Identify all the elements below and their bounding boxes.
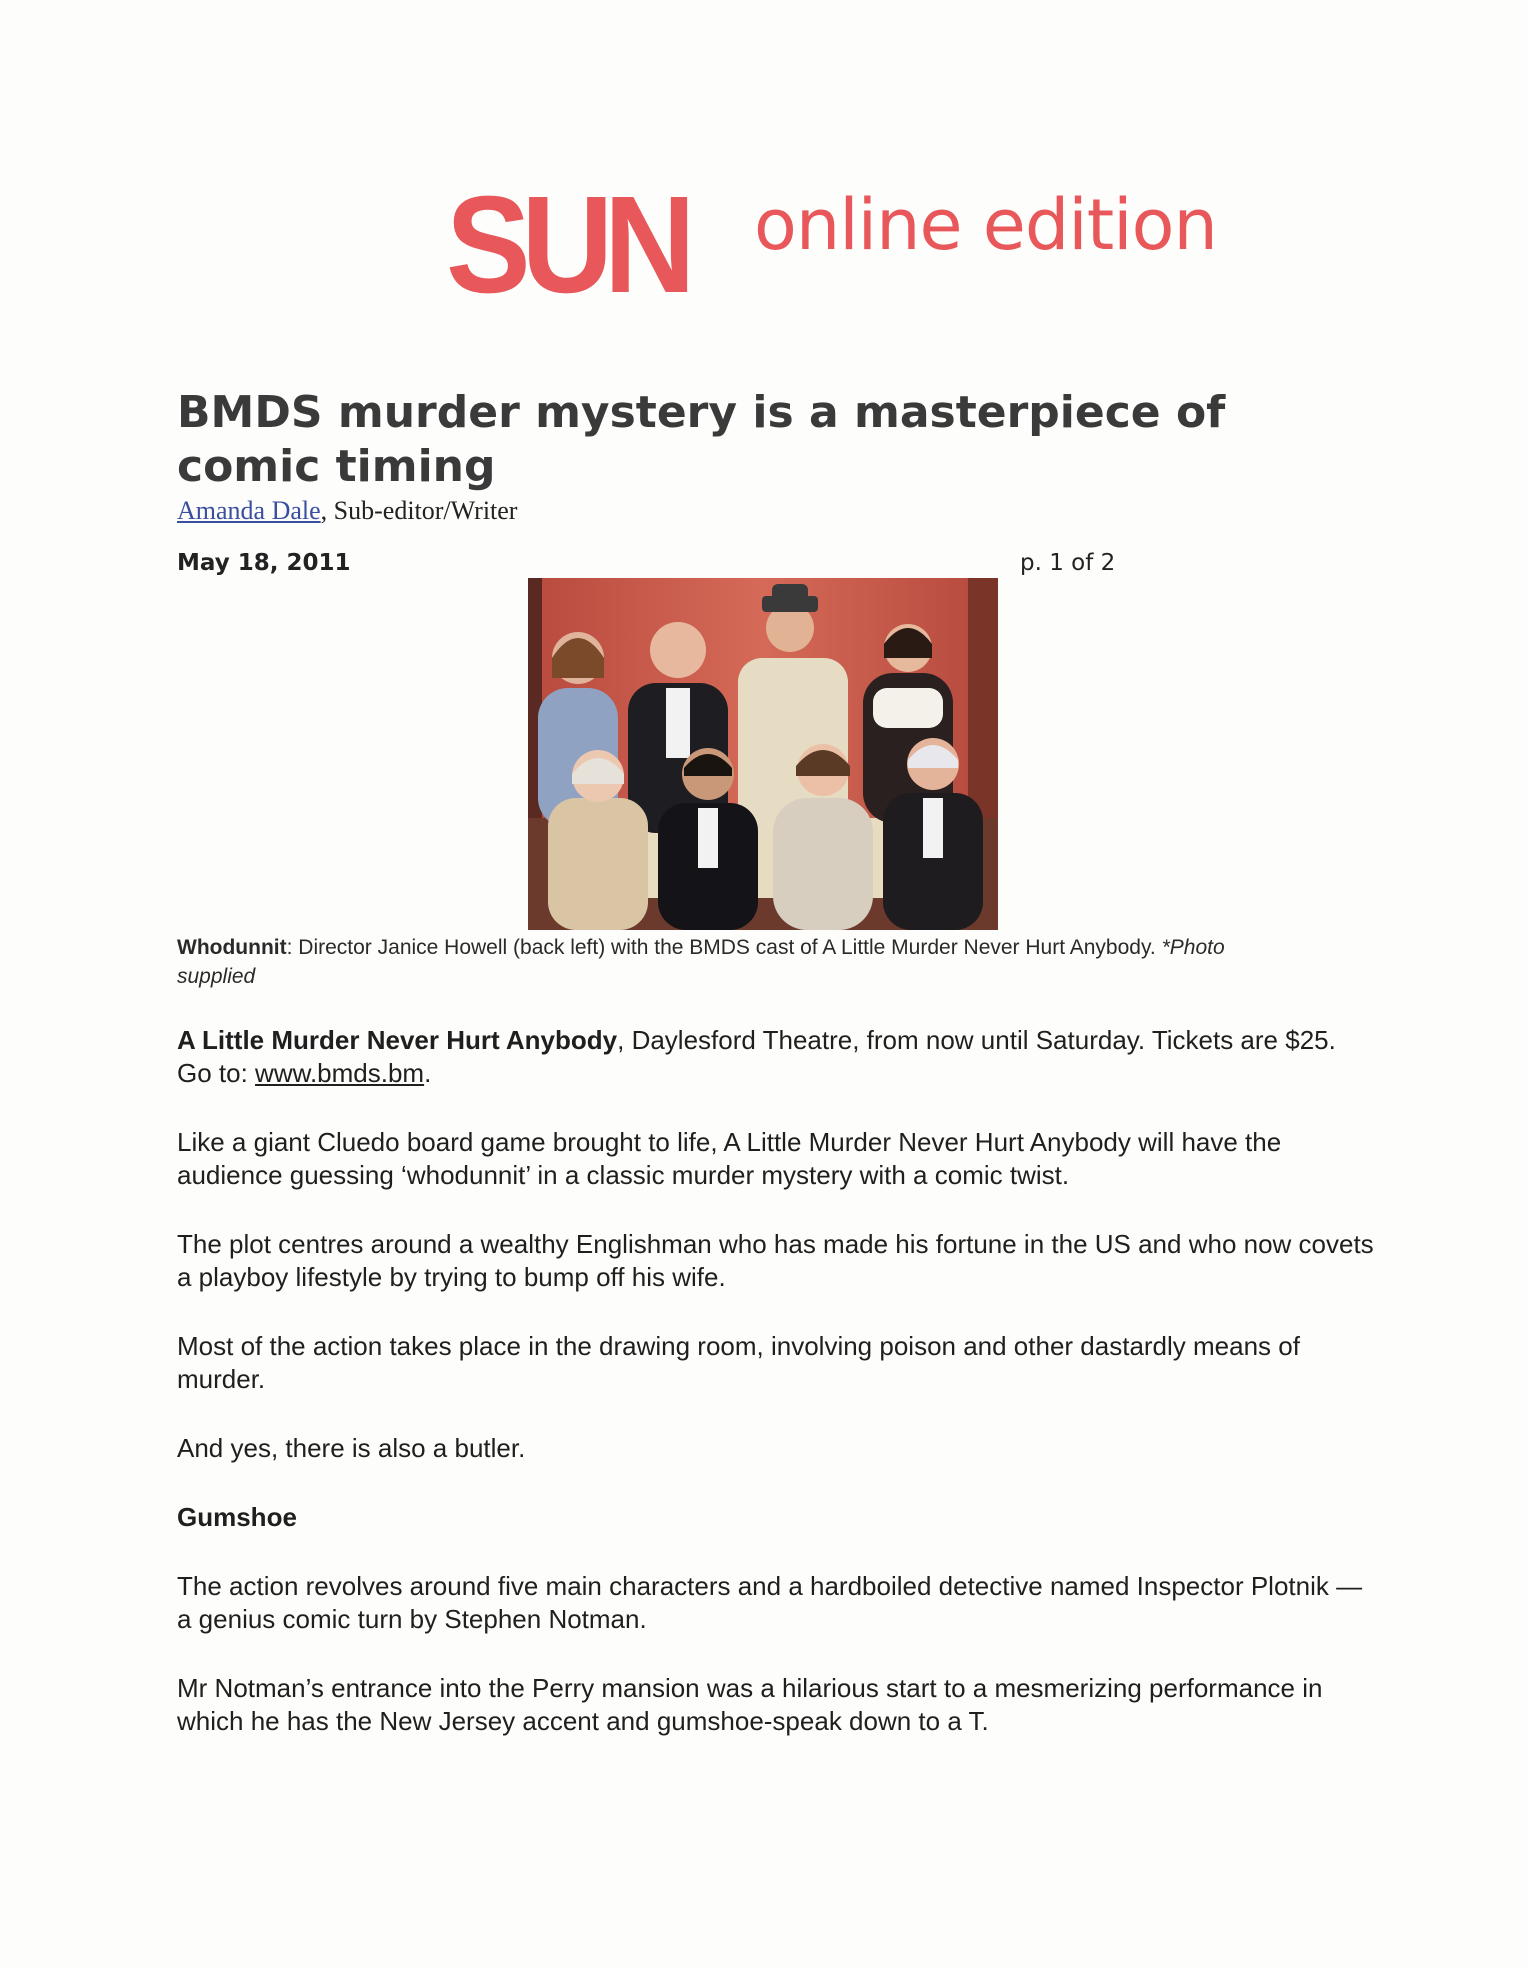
tickets-link[interactable]: www.bmds.bm — [255, 1058, 425, 1088]
event-details-end: . — [424, 1058, 432, 1088]
photo-caption — [177, 933, 1297, 991]
article-date: May 18, 2011 — [177, 550, 351, 576]
masthead-edition-label: online edition — [754, 184, 1217, 266]
caption-lead: Whodunnit — [177, 936, 287, 959]
masthead-logo-sun: SUN — [446, 168, 687, 322]
cast-photo-image — [528, 578, 998, 930]
paragraph: The action revolves around five main characters and a hardboiled detective named Inspector Plotnik — a genius comic turn by Stephen Notman. — [177, 1571, 1363, 1634]
paragraph-event-info — [177, 1024, 1377, 1090]
paragraph: Most of the action takes place in the drawing room, involving poison and other dastardly means of murder. — [177, 1331, 1300, 1394]
subheading-gumshoe: Gumshoe — [177, 1502, 297, 1532]
paragraph: Like a giant Cluedo board game brought to life, A Little Murder Never Hurt Anybody will have the audience guessing ‘whodunnit’ in a classic murder mystery with a comic twist. — [177, 1127, 1282, 1190]
cast-photo — [528, 578, 998, 930]
article-headline: BMDS murder mystery is a masterpiece of comic timing — [177, 387, 1226, 492]
show-title: A Little Murder Never Hurt Anybody — [177, 1025, 618, 1055]
paragraph: And yes, there is also a butler. — [177, 1433, 526, 1463]
event-details: , Daylesford Theatre, from now until Saturday. Tickets are $25. Go to: — [177, 1025, 1336, 1088]
paragraph: The plot centres around a wealthy Englishman who has made his fortune in the US and who now covets a playboy lifestyle by trying to bump off his wife. — [177, 1229, 1374, 1292]
page-number: p. 1 of 2 — [1020, 550, 1116, 576]
byline — [177, 496, 517, 526]
author-link[interactable]: Amanda Dale — [177, 496, 321, 525]
caption-credit: *Photo supplied — [177, 936, 1225, 988]
author-role: , Sub-editor/Writer — [320, 496, 518, 525]
caption-text: : Director Janice Howell (back left) with the BMDS cast of A Little Murder Never Hurt Anybody. — [286, 936, 1156, 959]
article-body — [177, 1024, 1377, 1774]
paragraph: Mr Notman’s entrance into the Perry mansion was a hilarious start to a mesmerizing performance in which he has the New Jersey accent and gumshoe-speak down to a T. — [177, 1673, 1323, 1736]
